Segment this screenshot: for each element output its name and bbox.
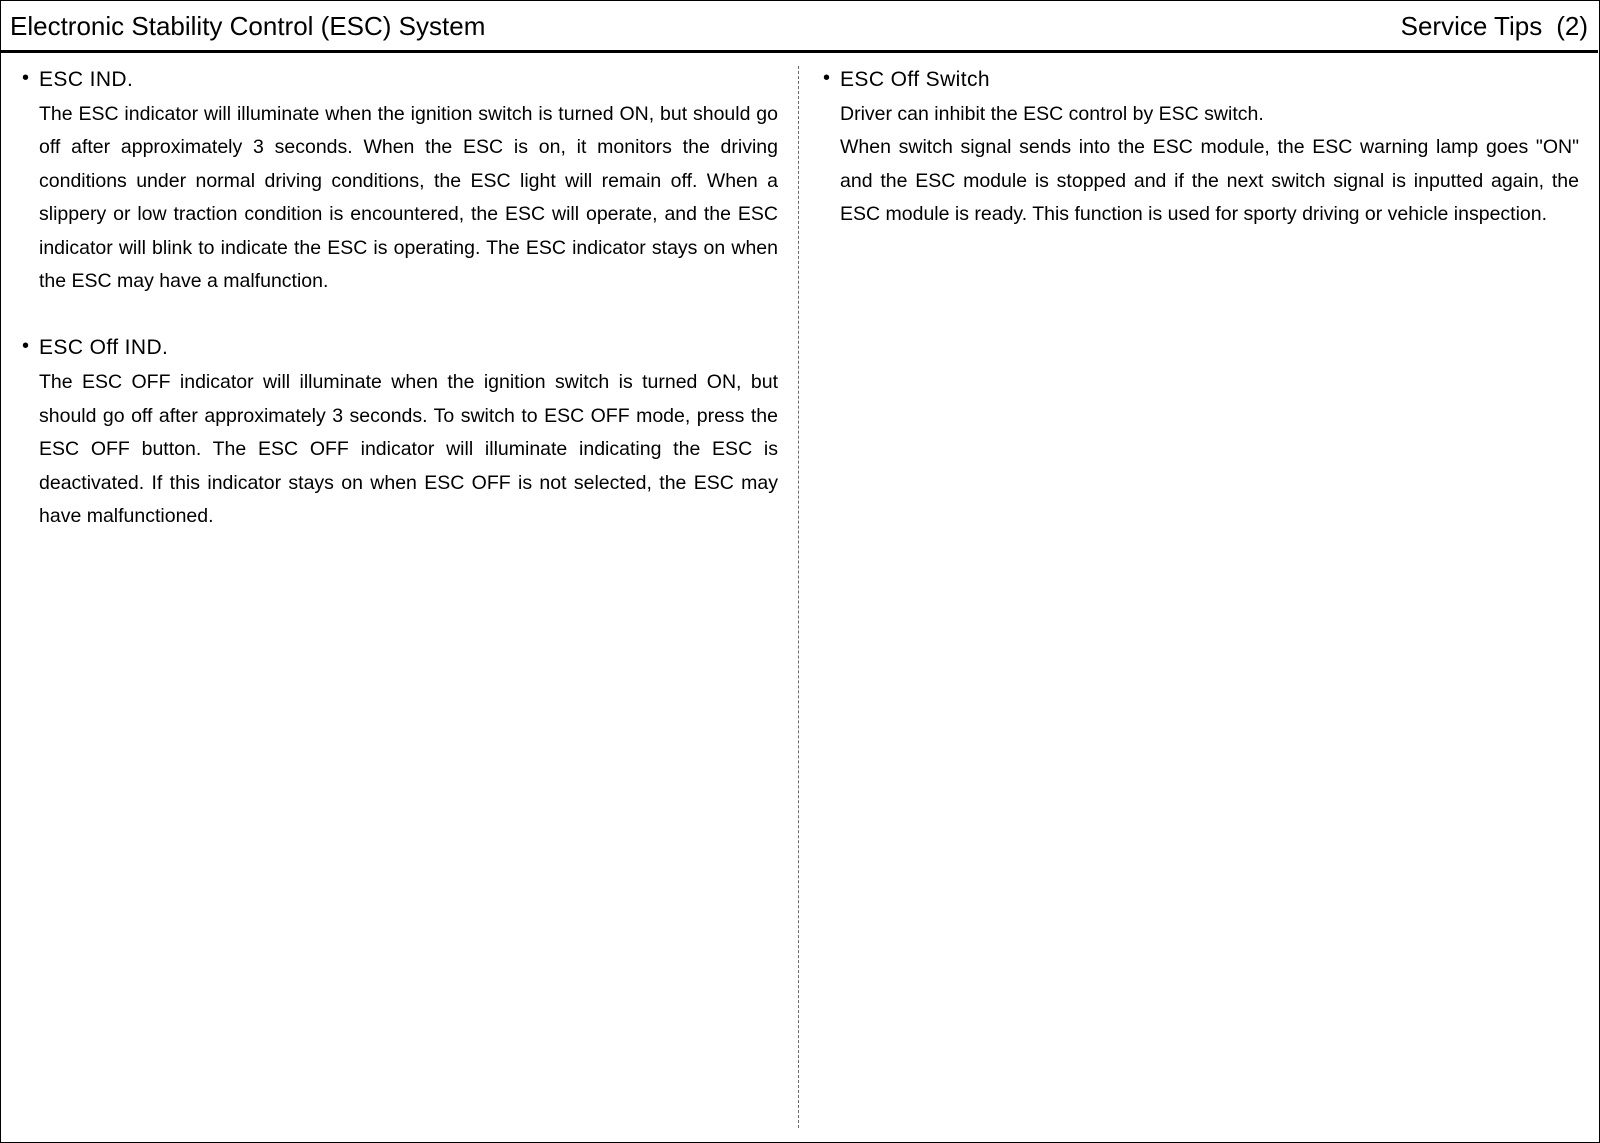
section-name: Service Tips — [1400, 11, 1543, 41]
bullet-icon: • — [22, 67, 30, 89]
section-esc-off-ind — [22, 334, 778, 533]
section-title: ESC IND. — [39, 68, 134, 91]
header-section-label — [1401, 10, 1588, 42]
page-header — [0, 0, 1598, 53]
section-paragraph: The ESC OFF indicator will illuminate when the ignition switch is turned ON, but should go off after approximately 3 seconds. To switch to ESC OFF mode, press the ESC OFF button. The ESC OFF indicator will illuminate indicating the ESC is deactivated. If this indicator stays on when ESC OFF is not selected, the ESC may have malfunctioned. — [39, 371, 778, 528]
column-divider — [798, 66, 799, 1128]
bullet-icon: • — [22, 335, 30, 358]
section-esc-off-switch — [823, 66, 1579, 232]
section-esc-ind — [22, 66, 778, 298]
section-paragraph: Driver can inhibit the ESC control by ESC switch. — [840, 103, 1264, 125]
bullet-icon: • — [823, 67, 831, 89]
left-column — [22, 66, 778, 569]
section-title: ESC Off Switch — [840, 68, 990, 91]
section-title: ESC Off IND. — [39, 336, 169, 360]
section-paragraph: When switch signal sends into the ESC module, the ESC warning lamp goes "ON" and the ESC module is stopped and if the next switch signal is inputted again, the ESC module is ready. This function is used for sporty driving or vehicle inspection. — [840, 136, 1579, 226]
section-paragraph: The ESC indicator will illuminate when the ignition switch is turned ON, but should go off after approximately 3 seconds. When the ESC is on, it monitors the driving conditions under normal driving conditions, the ESC light will remain off. When a slippery or low traction condition is encountered, the ESC will operate, and the ESC indicator will blink to indicate the ESC is operating. The ESC indicator stays on when the ESC may have a malfunction. — [39, 103, 778, 293]
page-number: (2) — [1556, 11, 1588, 41]
right-column — [823, 66, 1579, 268]
page-title: Electronic Stability Control (ESC) System — [10, 11, 486, 41]
